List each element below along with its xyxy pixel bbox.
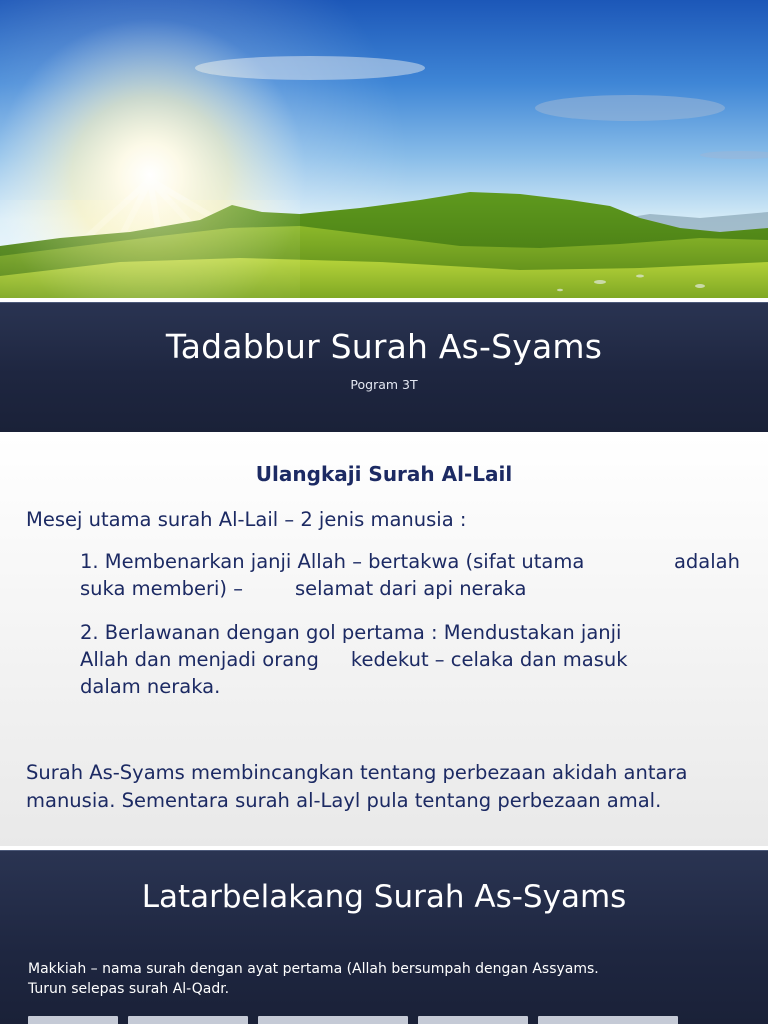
point-1-text-a: 1. Membenarkan janji Allah – bertakwa (sifat utama: [80, 550, 585, 573]
point-2-text-b: Allah dan menjadi orang: [80, 648, 319, 671]
point-2-text-a: 2. Berlawanan dengan gol pertama : Mendustakan janji: [80, 621, 622, 644]
presentation-title: Tadabbur Surah As-Syams: [165, 327, 603, 366]
point-2-text-d: dalam neraka.: [80, 675, 221, 698]
hero-landscape-image: [0, 0, 768, 298]
review-point-2-line-1: [80, 619, 740, 646]
point-2-text-c: kedekut – celaka dan masuk: [350, 648, 628, 671]
background-line-2: Turun selepas surah Al-Qadr.: [28, 981, 230, 997]
review-point-1: [80, 548, 740, 602]
review-point-2-line-3: [80, 673, 740, 700]
review-slide: [0, 436, 768, 846]
background-slide-title: Latarbelakang Surah As-Syams: [141, 879, 627, 915]
review-summary: Surah As-Syams membincangkan tentang perbezaan akidah antara manusia. Sementara surah al-Layl pula tentang perbezaan amal.: [26, 761, 688, 812]
presentation-subtitle: Pogram 3T: [350, 377, 418, 392]
review-point-1-line-2: [80, 575, 740, 602]
point-1-text-d: selamat dari api neraka: [294, 577, 527, 600]
sunrise-landscape-icon: [0, 0, 768, 298]
point-1-text-c: suka memberi) –: [80, 577, 243, 600]
cropped-text-line: [28, 1015, 728, 1024]
review-slide-intro: Mesej utama surah Al-Lail – 2 jenis manusia :: [26, 508, 467, 531]
title-slide-band: [0, 302, 768, 432]
background-slide-body: [28, 959, 728, 999]
review-point-2-line-2: [80, 646, 740, 673]
point-1-text-b: adalah: [673, 550, 740, 573]
background-slide: [0, 850, 768, 1024]
review-point-2: [80, 619, 740, 700]
review-point-1-line-1: [80, 548, 740, 575]
review-slide-heading: Ulangkaji Surah Al-Lail: [255, 462, 513, 486]
background-line-1: Makkiah – nama surah dengan ayat pertama (Allah bersumpah dengan Assyams.: [28, 961, 599, 977]
